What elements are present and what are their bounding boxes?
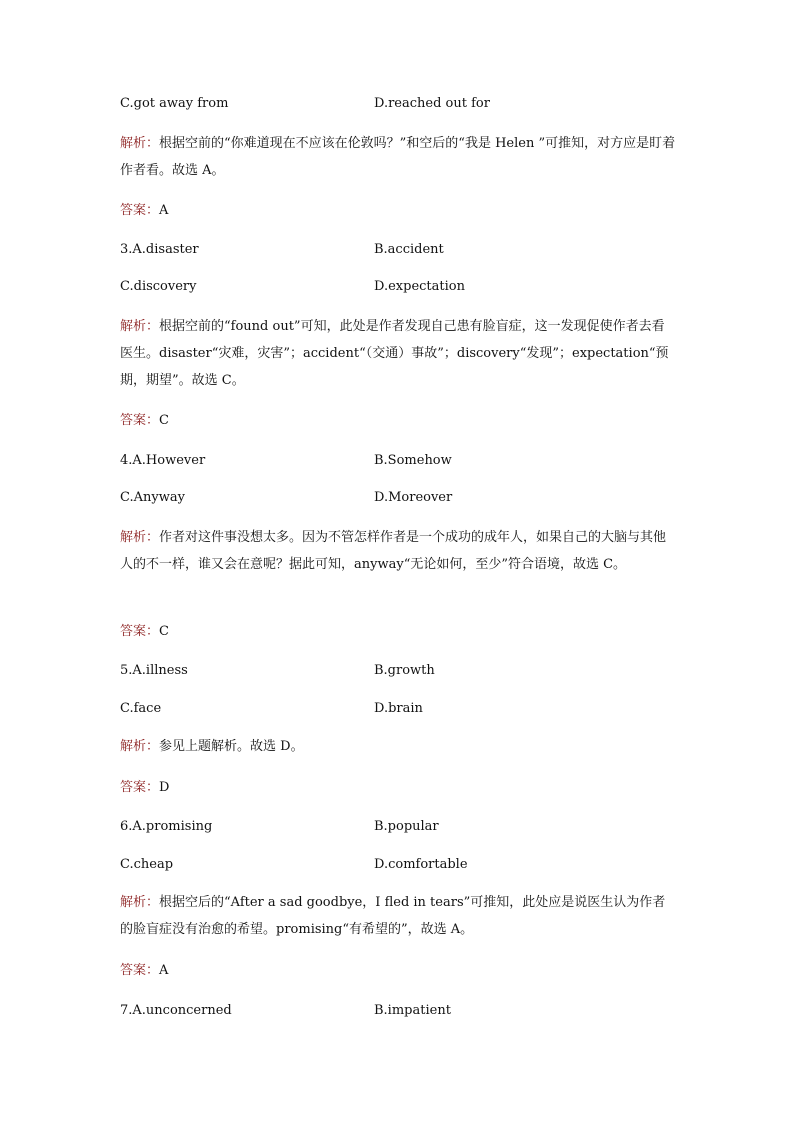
answer <box>120 961 168 981</box>
answer <box>120 778 169 798</box>
explanation-text: 根据空前的“found out”可知，此处是作者发现自己患有脸盲症，这一发现促使作者去看医生。disaster“灾难，灾害”；accident“（交通）事故”；discovery“发现”；expectation“预期，期望”。故选 C。 <box>120 319 669 388</box>
option-row <box>120 277 680 297</box>
option-b: B.accident <box>374 242 444 257</box>
option-c: C.discovery <box>120 279 197 294</box>
answer <box>120 622 169 642</box>
explanation <box>120 889 676 943</box>
explanation-label: 解析： <box>120 136 160 151</box>
explanation-text: 参见上题解析。故选 D。 <box>159 739 304 754</box>
option-d: D.brain <box>374 701 423 716</box>
option-b: B.Somehow <box>374 453 452 468</box>
option-d: D.reached out for <box>374 96 490 111</box>
answer <box>120 201 168 221</box>
option-row <box>120 488 680 508</box>
option-a: 4.A.However <box>120 453 206 468</box>
explanation <box>120 733 676 760</box>
explanation-label: 解析： <box>120 739 160 754</box>
option-a: 7.A.unconcerned <box>120 1003 232 1018</box>
option-row <box>120 817 680 837</box>
option-d: D.expectation <box>374 279 465 294</box>
option-c: C.got away from <box>120 96 229 111</box>
option-d: D.Moreover <box>374 490 453 505</box>
option-row <box>120 1001 680 1021</box>
option-row <box>120 94 680 114</box>
explanation-text: 根据空前的“你难道现在不应该在伦敦吗？”和空后的“我是 Helen ”可推知，对方应是盯着作者看。故选 A。 <box>120 136 676 178</box>
answer <box>120 411 169 431</box>
explanation-text: 根据空后的“After a sad goodbye，I fled in tears”可推知，此处应是说医生认为作者的脸盲症没有治愈的希望。promising“有希望的”，故选 A。 <box>120 895 666 937</box>
option-c: C.cheap <box>120 857 174 872</box>
answer-label: 答案： <box>120 203 160 218</box>
answer-label: 答案： <box>120 624 160 639</box>
explanation <box>120 524 676 578</box>
answer-value: C <box>159 624 169 639</box>
answer-label: 答案： <box>120 780 160 795</box>
option-b: B.impatient <box>374 1003 451 1018</box>
answer-label: 答案： <box>120 963 160 978</box>
answer-value: D <box>159 780 170 795</box>
explanation-label: 解析： <box>120 530 160 545</box>
option-row <box>120 661 680 681</box>
option-d: D.comfortable <box>374 857 468 872</box>
option-c: C.face <box>120 701 162 716</box>
option-row <box>120 240 680 260</box>
explanation-label: 解析： <box>120 895 160 910</box>
option-row <box>120 451 680 471</box>
explanation <box>120 130 676 184</box>
option-row <box>120 855 680 875</box>
option-b: B.popular <box>374 819 439 834</box>
option-a: 6.A.promising <box>120 819 213 834</box>
explanation-text: 作者对这件事没想太多。因为不管怎样作者是一个成功的成年人，如果自己的大脑与其他人的不一样，谁又会在意呢？据此可知，anyway“无论如何，至少”符合语境，故选 C。 <box>120 530 667 572</box>
answer-value: C <box>159 413 169 428</box>
option-a: 3.A.disaster <box>120 242 199 257</box>
answer-value: A <box>159 203 169 218</box>
answer-value: A <box>159 963 169 978</box>
explanation <box>120 313 676 394</box>
option-c: C.Anyway <box>120 490 185 505</box>
option-b: B.growth <box>374 663 435 678</box>
option-row <box>120 699 680 719</box>
option-a: 5.A.illness <box>120 663 188 678</box>
answer-label: 答案： <box>120 413 160 428</box>
explanation-label: 解析： <box>120 319 160 334</box>
